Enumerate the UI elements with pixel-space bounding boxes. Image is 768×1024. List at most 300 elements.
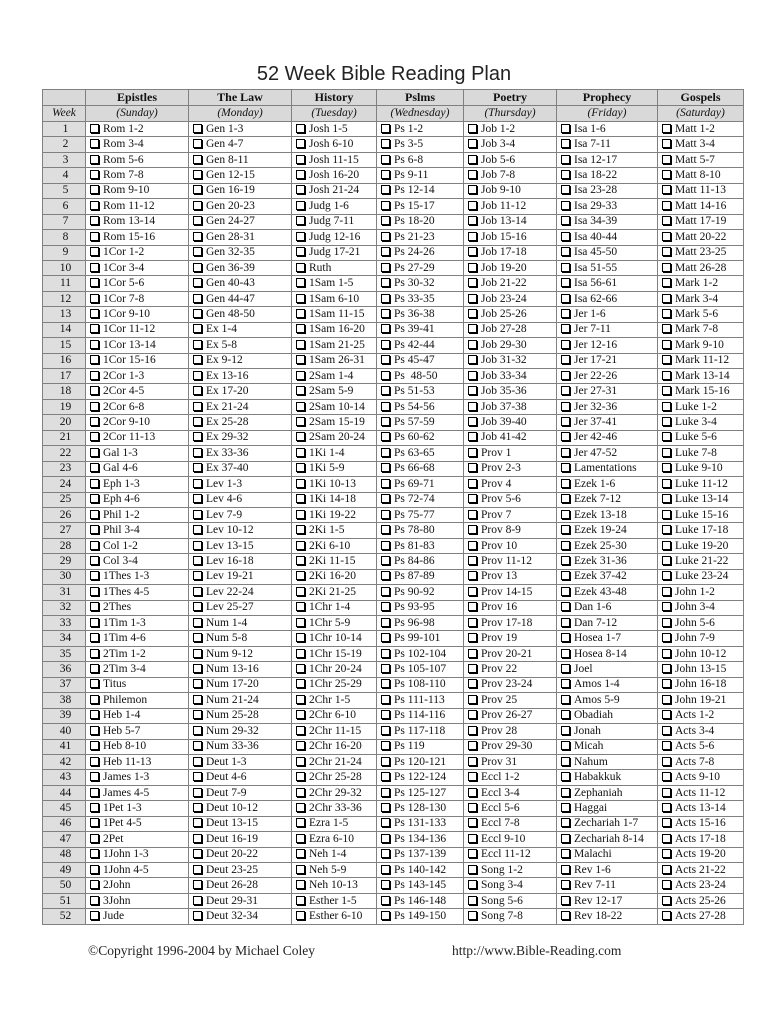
- reading-text: Luke 1-2: [675, 400, 717, 413]
- checkbox-icon: [193, 479, 202, 488]
- reading-cell: [464, 415, 557, 430]
- checkbox-icon: [296, 726, 305, 735]
- reading-text: Rom 7-8: [103, 169, 144, 182]
- reading-cell: [86, 801, 189, 816]
- checkbox-icon: [381, 355, 390, 364]
- reading-cell: [557, 492, 658, 507]
- checkbox-icon: [296, 185, 305, 194]
- week-number: 13: [43, 307, 86, 322]
- reading-cell: [189, 754, 292, 769]
- reading-text: Isa 29-33: [574, 199, 618, 212]
- reading-text: 2Chr 16-20: [309, 740, 362, 753]
- week-row: [43, 770, 744, 785]
- reading-text: 1Chr 5-9: [309, 616, 351, 629]
- reading-cell: [464, 477, 557, 492]
- reading-text: 2Sam 1-4: [309, 369, 354, 382]
- checkbox-icon: [468, 324, 477, 333]
- reading-text: Rom 9-10: [103, 184, 150, 197]
- reading-text: 2Thes: [103, 601, 132, 614]
- reading-text: Lamentations: [574, 462, 637, 475]
- reading-text: Philemon: [103, 693, 148, 706]
- checkbox-icon: [561, 741, 570, 750]
- checkbox-icon: [468, 772, 477, 781]
- reading-text: Num 5-8: [206, 632, 248, 645]
- checkbox-icon: [468, 463, 477, 472]
- reading-cell: [377, 137, 464, 152]
- reading-text: Jer 32-36: [574, 400, 618, 413]
- reading-cell: [658, 785, 744, 800]
- checkbox-icon: [296, 247, 305, 256]
- checkbox-icon: [381, 340, 390, 349]
- week-row: [43, 909, 744, 924]
- reading-cell: [464, 446, 557, 461]
- reading-text: Ps 66-68: [394, 462, 435, 475]
- reading-text: Mark 15-16: [675, 385, 730, 398]
- reading-cell: [292, 430, 377, 445]
- reading-cell: [292, 214, 377, 229]
- week-row: [43, 554, 744, 569]
- reading-text: Deut 4-6: [206, 771, 247, 784]
- reading-text: Ex 9-12: [206, 354, 243, 367]
- reading-cell: [292, 399, 377, 414]
- reading-cell: [189, 693, 292, 708]
- reading-text: Acts 23-24: [675, 879, 726, 892]
- reading-cell: [189, 631, 292, 646]
- reading-text: Isa 23-28: [574, 184, 618, 197]
- reading-text: Luke 3-4: [675, 416, 717, 429]
- reading-cell: [464, 492, 557, 507]
- reading-text: Acts 5-6: [675, 740, 715, 753]
- reading-cell: [377, 754, 464, 769]
- reading-text: 2Chr 21-24: [309, 755, 362, 768]
- reading-text: Ps 78-80: [394, 524, 435, 537]
- checkbox-icon: [561, 124, 570, 133]
- reading-text: 2Tim 3-4: [103, 663, 146, 676]
- reading-text: Ps 117-118: [394, 724, 446, 737]
- reading-text: Jer 37-41: [574, 416, 618, 429]
- reading-cell: [557, 245, 658, 260]
- checkbox-icon: [468, 479, 477, 488]
- reading-cell: [377, 739, 464, 754]
- checkbox-icon: [662, 803, 671, 812]
- week-row: [43, 230, 744, 245]
- reading-cell: [658, 770, 744, 785]
- reading-text: Mark 1-2: [675, 277, 719, 290]
- week-number: 20: [43, 415, 86, 430]
- reading-text: Ps 60-62: [394, 431, 435, 444]
- reading-cell: [464, 260, 557, 275]
- week-row: [43, 152, 744, 167]
- reading-cell: [658, 507, 744, 522]
- reading-text: Ps 33-35: [394, 292, 435, 305]
- reading-cell: [86, 523, 189, 538]
- reading-cell: [557, 399, 658, 414]
- reading-cell: [658, 492, 744, 507]
- checkbox-icon: [193, 541, 202, 550]
- checkbox-icon: [90, 602, 99, 611]
- checkbox-icon: [193, 170, 202, 179]
- checkbox-icon: [468, 309, 477, 318]
- checkbox-icon: [561, 618, 570, 627]
- reading-cell: [86, 199, 189, 214]
- checkbox-icon: [662, 402, 671, 411]
- checkbox-icon: [90, 463, 99, 472]
- checkbox-icon: [561, 525, 570, 534]
- checkbox-icon: [662, 247, 671, 256]
- week-row: [43, 600, 744, 615]
- checkbox-icon: [90, 726, 99, 735]
- checkbox-icon: [662, 911, 671, 920]
- checkbox-icon: [193, 340, 202, 349]
- checkbox-icon: [381, 541, 390, 550]
- week-number: 19: [43, 399, 86, 414]
- checkbox-icon: [561, 757, 570, 766]
- checkbox-icon: [662, 263, 671, 272]
- reading-text: Ps 87-89: [394, 570, 435, 583]
- reading-cell: [189, 677, 292, 692]
- checkbox-icon: [193, 556, 202, 565]
- checkbox-icon: [468, 448, 477, 457]
- checkbox-icon: [193, 124, 202, 133]
- reading-cell: [292, 199, 377, 214]
- checkbox-icon: [662, 309, 671, 318]
- reading-cell: [557, 230, 658, 245]
- reading-cell: [464, 754, 557, 769]
- reading-cell: [377, 832, 464, 847]
- reading-cell: [292, 183, 377, 198]
- checkbox-icon: [468, 170, 477, 179]
- reading-cell: [464, 214, 557, 229]
- reading-cell: [86, 183, 189, 198]
- reading-text: Prov 4: [481, 477, 512, 490]
- checkbox-icon: [381, 432, 390, 441]
- reading-cell: [658, 847, 744, 862]
- checkbox-icon: [193, 649, 202, 658]
- reading-text: Job 37-38: [481, 400, 527, 413]
- checkbox-icon: [468, 494, 477, 503]
- reading-cell: [658, 214, 744, 229]
- reading-cell: [464, 646, 557, 661]
- reading-text: Dan 7-12: [574, 616, 618, 629]
- reading-text: Zephaniah: [574, 786, 623, 799]
- checkbox-icon: [381, 155, 390, 164]
- week-row: [43, 322, 744, 337]
- reading-text: Ps 18-20: [394, 215, 435, 228]
- reading-text: Lev 19-21: [206, 570, 254, 583]
- checkbox-icon: [193, 185, 202, 194]
- reading-cell: [86, 384, 189, 399]
- reading-cell: [86, 785, 189, 800]
- reading-cell: [86, 616, 189, 631]
- reading-text: Eccl 11-12: [481, 848, 531, 861]
- checkbox-icon: [381, 309, 390, 318]
- week-number: 6: [43, 199, 86, 214]
- reading-cell: [86, 230, 189, 245]
- reading-cell: [189, 430, 292, 445]
- reading-text: Prov 26-27: [481, 709, 533, 722]
- week-row: [43, 878, 744, 893]
- reading-cell: [189, 322, 292, 337]
- reading-text: Ruth: [309, 261, 332, 274]
- reading-cell: [86, 137, 189, 152]
- reading-cell: [557, 322, 658, 337]
- reading-text: Ezek 13-18: [574, 508, 627, 521]
- checkbox-icon: [193, 294, 202, 303]
- checkbox-icon: [193, 309, 202, 318]
- reading-text: Job 5-6: [481, 153, 516, 166]
- reading-text: Ezek 43-48: [574, 585, 627, 598]
- checkbox-icon: [193, 278, 202, 287]
- checkbox-icon: [662, 525, 671, 534]
- checkbox-icon: [561, 479, 570, 488]
- checkbox-icon: [561, 788, 570, 797]
- checkbox-icon: [381, 479, 390, 488]
- reading-text: Ex 17-20: [206, 385, 249, 398]
- week-row: [43, 847, 744, 862]
- checkbox-icon: [468, 510, 477, 519]
- reading-text: Luke 17-18: [675, 524, 729, 537]
- checkbox-icon: [468, 232, 477, 241]
- checkbox-icon: [90, 263, 99, 272]
- reading-text: 2Sam 20-24: [309, 431, 365, 444]
- checkbox-icon: [561, 371, 570, 380]
- reading-text: Habakkuk: [574, 771, 622, 784]
- week-row: [43, 662, 744, 677]
- reading-text: Deut 23-25: [206, 863, 259, 876]
- reading-cell: [189, 909, 292, 924]
- checkbox-icon: [381, 818, 390, 827]
- checkbox-icon: [296, 278, 305, 287]
- reading-text: Ex 33-36: [206, 446, 249, 459]
- reading-cell: [464, 847, 557, 862]
- reading-cell: [557, 523, 658, 538]
- reading-text: Ps 143-145: [394, 879, 447, 892]
- checkbox-icon: [662, 386, 671, 395]
- reading-cell: [377, 276, 464, 291]
- reading-text: Job 1-2: [481, 122, 516, 135]
- reading-text: 2Cor 4-5: [103, 385, 145, 398]
- checkbox-icon: [296, 803, 305, 812]
- checkbox-icon: [468, 849, 477, 858]
- checkbox-icon: [561, 432, 570, 441]
- reading-text: Gen 48-50: [206, 307, 255, 320]
- checkbox-icon: [193, 710, 202, 719]
- checkbox-icon: [662, 618, 671, 627]
- reading-text: Acts 25-26: [675, 894, 726, 907]
- reading-cell: [377, 893, 464, 908]
- checkbox-icon: [662, 849, 671, 858]
- reading-text: John 10-12: [675, 647, 727, 660]
- checkbox-icon: [468, 263, 477, 272]
- week-row: [43, 183, 744, 198]
- reading-text: Ps 128-130: [394, 801, 447, 814]
- checkbox-icon: [193, 679, 202, 688]
- checkbox-icon: [90, 155, 99, 164]
- reading-text: Mark 9-10: [675, 338, 724, 351]
- checkbox-icon: [561, 633, 570, 642]
- checkbox-icon: [296, 494, 305, 503]
- checkbox-icon: [561, 664, 570, 673]
- reading-text: Prov 13: [481, 570, 518, 583]
- reading-text: 1Chr 10-14: [309, 632, 362, 645]
- reading-cell: [464, 538, 557, 553]
- reading-text: Deut 1-3: [206, 755, 247, 768]
- reading-cell: [86, 832, 189, 847]
- week-row: [43, 291, 744, 306]
- checkbox-icon: [662, 695, 671, 704]
- week-row: [43, 446, 744, 461]
- reading-text: Gal 4-6: [103, 462, 138, 475]
- week-row: [43, 415, 744, 430]
- reading-text: 1Chr 20-24: [309, 663, 362, 676]
- checkbox-icon: [90, 571, 99, 580]
- reading-text: Mark 7-8: [675, 323, 719, 336]
- week-row: [43, 461, 744, 476]
- checkbox-icon: [662, 726, 671, 735]
- column-header-history: History: [292, 90, 377, 106]
- checkbox-icon: [662, 788, 671, 797]
- checkbox-icon: [296, 911, 305, 920]
- reading-text: Rom 3-4: [103, 138, 144, 151]
- checkbox-icon: [662, 494, 671, 503]
- reading-text: 2Pet: [103, 832, 124, 845]
- reading-cell: [658, 168, 744, 183]
- checkbox-icon: [381, 649, 390, 658]
- reading-cell: [464, 168, 557, 183]
- checkbox-icon: [561, 402, 570, 411]
- reading-text: Acts 27-28: [675, 910, 726, 923]
- week-number: 18: [43, 384, 86, 399]
- reading-cell: [86, 415, 189, 430]
- reading-text: John 7-9: [675, 632, 715, 645]
- reading-cell: [464, 770, 557, 785]
- reading-text: Josh 11-15: [309, 153, 359, 166]
- reading-text: 3John: [103, 894, 131, 907]
- reading-text: John 13-15: [675, 663, 727, 676]
- reading-text: Rev 18-22: [574, 910, 623, 923]
- reading-text: Isa 18-22: [574, 169, 618, 182]
- reading-text: Heb 5-7: [103, 724, 141, 737]
- week-number: 38: [43, 693, 86, 708]
- reading-text: Ezek 25-30: [574, 539, 627, 552]
- checkbox-icon: [90, 324, 99, 333]
- reading-text: Isa 62-66: [574, 292, 618, 305]
- reading-cell: [464, 322, 557, 337]
- week-row: [43, 338, 744, 353]
- reading-text: 1Cor 7-8: [103, 292, 145, 305]
- reading-text: Isa 12-17: [574, 153, 618, 166]
- reading-cell: [189, 214, 292, 229]
- day-label-tuesday: (Tuesday): [292, 106, 377, 122]
- reading-text: Ps 105-107: [394, 663, 447, 676]
- reading-text: Nahum: [574, 755, 608, 768]
- reading-cell: [189, 724, 292, 739]
- reading-text: Esther 6-10: [309, 910, 363, 923]
- reading-text: Job 25-26: [481, 307, 527, 320]
- checkbox-icon: [561, 247, 570, 256]
- reading-text: Job 3-4: [481, 138, 516, 151]
- checkbox-icon: [468, 788, 477, 797]
- reading-cell: [86, 538, 189, 553]
- checkbox-icon: [381, 139, 390, 148]
- reading-cell: [292, 338, 377, 353]
- reading-cell: [464, 909, 557, 924]
- reading-cell: [464, 708, 557, 723]
- checkbox-icon: [90, 818, 99, 827]
- reading-text: John 5-6: [675, 616, 715, 629]
- reading-cell: [86, 677, 189, 692]
- reading-cell: [377, 585, 464, 600]
- checkbox-icon: [468, 818, 477, 827]
- checkbox-icon: [662, 340, 671, 349]
- week-row: [43, 477, 744, 492]
- reading-cell: [557, 909, 658, 924]
- reading-text: Hosea 1-7: [574, 632, 621, 645]
- checkbox-icon: [468, 278, 477, 287]
- column-header-poetry: Poetry: [464, 90, 557, 106]
- reading-text: Ezek 19-24: [574, 524, 627, 537]
- checkbox-icon: [381, 371, 390, 380]
- reading-cell: [377, 878, 464, 893]
- checkbox-icon: [90, 587, 99, 596]
- reading-cell: [658, 600, 744, 615]
- reading-text: Rev 12-17: [574, 894, 623, 907]
- reading-text: Eph 1-3: [103, 477, 140, 490]
- reading-cell: [658, 739, 744, 754]
- reading-cell: [557, 600, 658, 615]
- checkbox-icon: [662, 772, 671, 781]
- reading-text: Acts 19-20: [675, 848, 726, 861]
- reading-text: Ps 140-142: [394, 863, 447, 876]
- reading-cell: [86, 461, 189, 476]
- week-number: 47: [43, 832, 86, 847]
- reading-text: Ps 30-32: [394, 277, 435, 290]
- reading-cell: [377, 523, 464, 538]
- reading-text: Ex 25-28: [206, 416, 249, 429]
- checkbox-icon: [296, 571, 305, 580]
- checkbox-icon: [561, 911, 570, 920]
- checkbox-icon: [662, 710, 671, 719]
- week-number: 34: [43, 631, 86, 646]
- checkbox-icon: [90, 294, 99, 303]
- reading-text: Josh 1-5: [309, 122, 348, 135]
- reading-cell: [86, 569, 189, 584]
- week-row: [43, 832, 744, 847]
- checkbox-icon: [296, 232, 305, 241]
- checkbox-icon: [296, 417, 305, 426]
- reading-cell: [658, 816, 744, 831]
- reading-cell: [86, 600, 189, 615]
- reading-text: 2Chr 6-10: [309, 709, 356, 722]
- reading-cell: [464, 569, 557, 584]
- week-number: 32: [43, 600, 86, 615]
- checkbox-icon: [662, 216, 671, 225]
- reading-cell: [189, 554, 292, 569]
- week-number: 41: [43, 739, 86, 754]
- checkbox-icon: [468, 896, 477, 905]
- reading-cell: [464, 183, 557, 198]
- reading-text: 1Ki 5-9: [309, 462, 345, 475]
- checkbox-icon: [193, 463, 202, 472]
- reading-text: Ps 120-121: [394, 755, 447, 768]
- reading-text: 1Cor 9-10: [103, 307, 150, 320]
- checkbox-icon: [662, 556, 671, 565]
- reading-text: John 19-21: [675, 693, 727, 706]
- checkbox-icon: [296, 263, 305, 272]
- reading-cell: [292, 754, 377, 769]
- checkbox-icon: [296, 525, 305, 534]
- checkbox-icon: [296, 849, 305, 858]
